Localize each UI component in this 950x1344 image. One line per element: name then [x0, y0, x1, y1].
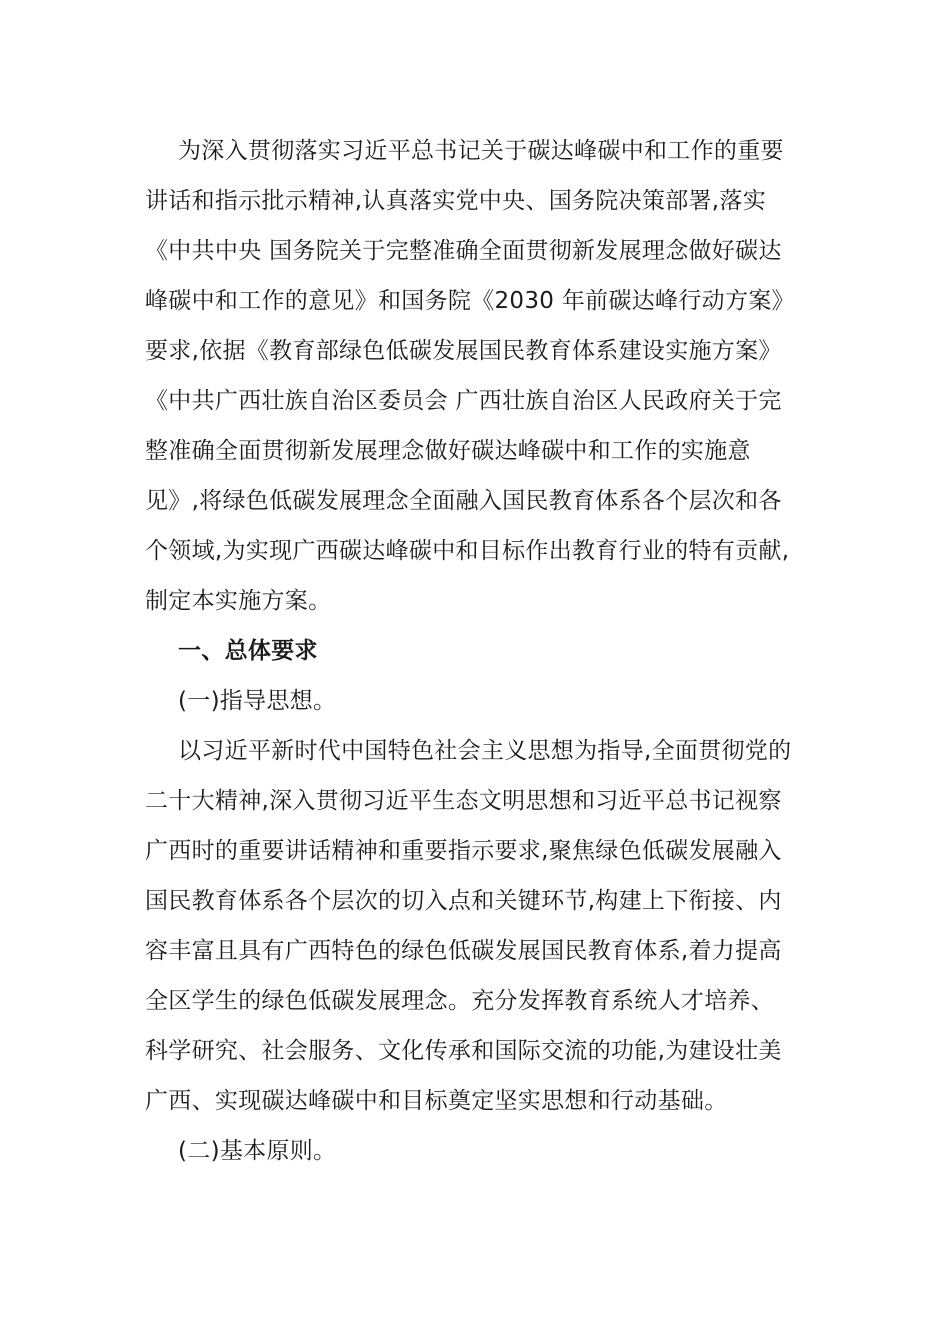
text-line: 《中共广西壮族自治区委员会 广西壮族自治区人民政府关于完: [145, 388, 782, 414]
text-line: 全区学生的绿色低碳发展理念。充分发挥教育系统人才培养、: [145, 988, 775, 1014]
subsection-heading: [145, 1126, 810, 1176]
text-line: 讲话和指示批示精神,认真落实党中央、国务院决策部署,落实: [145, 188, 767, 214]
text-line: 二十大精神,深入贯彻习近平生态文明思想和习近平总书记视察: [145, 788, 782, 814]
text-line: 见》,将绿色低碳发展理念全面融入国民教育体系各个层次和各: [145, 488, 782, 514]
text-line: 以习近平新时代中国特色社会主义思想为指导,全面贯彻党的: [178, 738, 792, 764]
text-line: 广西、实现碳达峰碳中和目标奠定坚实思想和行动基础。: [145, 1088, 728, 1114]
text-line: 容丰富且具有广西特色的绿色低碳发展国民教育体系,着力提高: [145, 938, 782, 964]
text-line: 制定本实施方案。: [145, 588, 332, 614]
text-line: 整准确全面贯彻新发展理念做好碳达峰碳中和工作的实施意: [145, 438, 751, 464]
subsection-heading-text: (二)基本原则。: [178, 1138, 337, 1164]
text-line: 科学研究、社会服务、文化传承和国际交流的功能,为建设壮美: [145, 1038, 782, 1064]
text-line: 个领域,为实现广西碳达峰碳中和目标作出教育行业的特有贡献,: [145, 538, 790, 564]
section-heading: [145, 626, 810, 676]
section-heading-text: 一、总体要求: [178, 638, 318, 664]
text-line: 广西时的重要讲话精神和重要指示要求,聚焦绿色低碳发展融入: [145, 838, 782, 864]
intro-paragraph: [145, 126, 810, 626]
text-line: 为深入贯彻落实习近平总书记关于碳达峰碳中和工作的重要: [178, 138, 784, 164]
text-line: 峰碳中和工作的意见》和国务院《2030 年前碳达峰行动方案》: [145, 288, 795, 314]
text-line: 国民教育体系各个层次的切入点和关键环节,构建上下衔接、内: [145, 888, 782, 914]
guiding-thought-paragraph: [145, 726, 810, 1126]
text-line: 《中共中央 国务院关于完整准确全面贯彻新发展理念做好碳达: [145, 238, 782, 264]
document-body: [145, 126, 810, 1176]
subsection-heading-text: (一)指导思想。: [178, 688, 337, 714]
text-line: 要求,依据《教育部绿色低碳发展国民教育体系建设实施方案》: [145, 338, 782, 364]
subsection-heading: [145, 676, 810, 726]
